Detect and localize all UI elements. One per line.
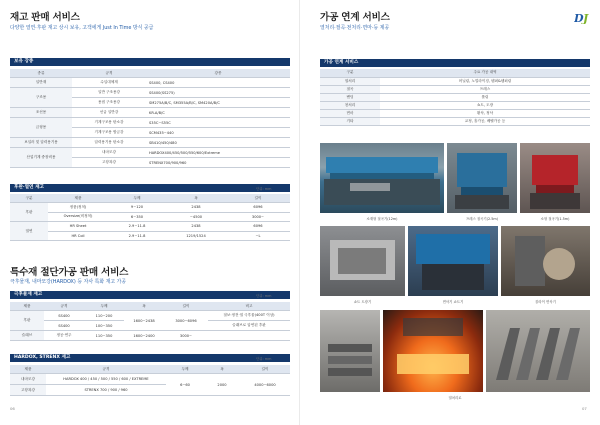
table-cell: 슬래브 xyxy=(10,331,44,341)
ultra-thick-table xyxy=(10,302,290,341)
table-row xyxy=(10,148,290,158)
table-row xyxy=(320,101,590,109)
table-row xyxy=(10,138,290,148)
table-cell: 절보·정전·열 극후물(400T 이상) xyxy=(208,311,290,321)
table-row xyxy=(10,331,290,341)
col-header: 두께 xyxy=(84,302,124,311)
table-cell: 후판 xyxy=(10,203,48,222)
table-cell: 1600~2438 xyxy=(124,311,164,331)
table-cell: SB410/450/480 xyxy=(146,138,290,148)
dj-logo-icon xyxy=(574,11,592,24)
table-row xyxy=(320,85,590,93)
table-cell: 프레스 xyxy=(380,85,590,93)
table-cell: 100~350 xyxy=(84,321,124,331)
col-header: 주요 가공 내역 xyxy=(380,69,590,77)
table-row xyxy=(320,77,590,85)
facing-shot-machine-photo xyxy=(408,226,498,296)
table-cell: 정품(정척) xyxy=(48,203,108,213)
table-cell: HR Sheet xyxy=(48,222,108,232)
plate-hot-rolled-table xyxy=(10,194,290,241)
processing-table xyxy=(320,69,590,126)
special-cutting-subtitle: 극후물재, 내마모강(HARDOX) 등 자사 특화 재고 가공 xyxy=(10,279,127,285)
table-cell: SM275A/B/C, SM355A/B/C, SM420A/B/C xyxy=(146,98,290,108)
photo-caption: 쇼트 도장기 xyxy=(353,300,372,304)
table-cell: 슬래브로 압연된 후판 xyxy=(208,321,290,331)
stock-sale-title: 재고 판매 서비스 xyxy=(10,12,80,23)
table-header-row xyxy=(320,69,590,77)
table-cell: 기타 xyxy=(320,117,380,125)
table-cell: 보일러 및 압력용기용 xyxy=(10,138,72,148)
table-cell: 산업기계 중장비용 xyxy=(10,148,72,168)
col-header: 두께 xyxy=(108,194,166,203)
processing-subtitle: 열처리·절곡·천처리·면마·등 제공 xyxy=(320,25,390,31)
press-brake-illustration xyxy=(447,143,517,213)
table-cell: 롤링 xyxy=(380,93,590,101)
table-cell: 구조용 xyxy=(10,88,72,108)
table-row xyxy=(10,108,290,118)
table-row xyxy=(10,203,290,213)
col-header: 폭 xyxy=(166,194,226,203)
table-cell: SS400 xyxy=(44,311,84,321)
col-header: 구분 xyxy=(320,69,380,77)
table-cell: 금형용 xyxy=(10,118,72,138)
col-header: 길이 xyxy=(164,302,208,311)
table-cell: 4000~6000 xyxy=(240,374,290,396)
table-cell: 조선용 xyxy=(10,108,72,118)
table-cell: 6~350 xyxy=(108,212,166,222)
table-cell: Oversize(비정척) xyxy=(48,212,108,222)
table-cell: 2000 xyxy=(204,374,240,396)
col-header: 규격 xyxy=(44,302,84,311)
table-row xyxy=(10,78,290,88)
table-cell: 고항복강 xyxy=(72,158,146,168)
col-header: 강종 xyxy=(146,69,290,78)
photo-caption: 소재형 절곡기(12m) xyxy=(366,217,398,221)
page-number: 06 xyxy=(10,406,15,411)
table-cell: 6096 xyxy=(226,222,290,232)
table-cell: 내마모강 xyxy=(10,374,46,385)
col-header: 제품 xyxy=(10,365,46,374)
table-cell: 일반 구조용강 xyxy=(72,88,146,98)
table-row xyxy=(10,374,290,385)
table-cell: 2438 xyxy=(166,203,226,213)
table-header-row xyxy=(10,365,290,374)
steel-stack-illustration xyxy=(320,310,380,392)
table-cell: 압력용기용 탄소강 xyxy=(72,138,146,148)
table-row xyxy=(10,212,290,222)
table-cell: SS400(SS275) xyxy=(146,88,290,98)
col-header: 폭 xyxy=(124,302,164,311)
shot-coating-illustration xyxy=(320,226,405,296)
table-cell: 6096 xyxy=(226,203,290,213)
heat-treatment-photo-2 xyxy=(383,310,483,392)
table-cell: 고항복강 xyxy=(10,385,46,396)
table-cell: 6~60 xyxy=(166,374,204,396)
table-cell: STRENX700/900/960 xyxy=(146,158,290,168)
photo-caption: 블라이 면삭기 xyxy=(535,300,556,304)
facing-machine-illustration xyxy=(408,226,498,296)
stock-grades-bar: 보유 강종 xyxy=(10,58,290,66)
svg-text:J: J xyxy=(583,12,589,24)
table-cell: 1600~2400 xyxy=(124,331,164,341)
table-cell: 열처리 xyxy=(320,77,380,85)
heat-treatment-photo-3 xyxy=(486,310,590,392)
col-header: 규격 xyxy=(46,365,166,374)
table-cell: 선급 일반강 xyxy=(72,108,146,118)
photo-caption: 열처리로 xyxy=(448,396,462,400)
photo-caption: 면삭기 쇼트기 xyxy=(442,300,464,304)
table-header-row xyxy=(10,194,290,203)
unit-label: 단위: mm xyxy=(256,187,272,191)
table-cell: 수입대체재 xyxy=(72,78,146,88)
hardox-strenx-bar: HARDOX, STRENX 재고 xyxy=(10,354,290,362)
table-cell: 면마 xyxy=(320,109,380,117)
table-cell: SCM435~440 xyxy=(146,128,290,138)
table-cell: HARDOX400/450/500/550/600/Extreme xyxy=(146,148,290,158)
table-row xyxy=(10,231,290,241)
table-cell: 쇼트, 도장 xyxy=(380,101,590,109)
table-row xyxy=(10,118,290,128)
table-cell: HR Coil xyxy=(48,231,108,241)
col-header: 길이 xyxy=(240,365,290,374)
furnace-illustration xyxy=(383,310,483,392)
col-header: 구분 xyxy=(10,194,48,203)
hardox-strenx-table xyxy=(10,365,290,396)
col-header: 제품 xyxy=(10,302,44,311)
special-cutting-title: 특수재 절단가공 판매 서비스 xyxy=(10,267,129,278)
table-cell: 110~200 xyxy=(84,311,124,321)
table-cell: 3000~6096 xyxy=(164,311,208,331)
table-header-row xyxy=(10,302,290,311)
col-header: 비고 xyxy=(208,302,290,311)
press-brake-2-5m-photo xyxy=(447,143,517,213)
table-cell: 3000~ xyxy=(226,212,290,222)
stock-sale-subtitle: 다양한 열연·후판 재고 상시 보유, 고객에게 Just In Time 방식 공급 xyxy=(10,25,154,31)
page-number: 07 xyxy=(582,406,587,411)
milling-machine-photo xyxy=(501,226,590,296)
table-cell: 1219/1524 xyxy=(166,231,226,241)
table-cell: 열연 xyxy=(10,222,48,241)
photo-caption: 프레스 절곡기(2.5m) xyxy=(465,217,499,221)
table-row xyxy=(320,109,590,117)
table-cell: 정공·연주 xyxy=(44,331,84,341)
table-header-row xyxy=(10,69,290,78)
processing-bar: 가공 연계 서비스 xyxy=(320,59,590,67)
table-cell: ~4500 xyxy=(166,212,226,222)
table-cell: S35C~S55C xyxy=(146,118,290,128)
unit-label: 단위: mm xyxy=(256,294,272,298)
table-cell: 3000~ xyxy=(164,331,208,341)
processing-title: 가공 연계 서비스 xyxy=(320,12,390,23)
cut-parts-illustration xyxy=(486,310,590,392)
plate-hot-rolled-bar: 후판·열연 재고 xyxy=(10,184,290,192)
col-header: 폭 xyxy=(204,365,240,374)
photo-caption: 소형 절곡기(1.5m) xyxy=(540,217,570,221)
col-header: 두께 xyxy=(166,365,204,374)
table-row xyxy=(320,117,590,125)
table-cell: 밴딩 xyxy=(320,93,380,101)
table-cell: STRENX 700 / 900 / 960 xyxy=(46,385,166,396)
table-cell: 천처리 xyxy=(320,101,380,109)
col-header: 종류 xyxy=(10,69,72,78)
press-brake-illustration xyxy=(320,143,444,213)
milling-machine-illustration xyxy=(501,226,590,296)
table-cell: SS400 xyxy=(44,321,84,331)
table-row xyxy=(10,88,290,98)
table-cell: ~L xyxy=(226,231,290,241)
table-cell: 후판 xyxy=(10,311,44,331)
ultra-thick-bar: 극후물재 재고 xyxy=(10,291,290,299)
table-cell: 어닐링, 노멀라이징, 템퍼&템퍼링 xyxy=(380,77,590,85)
col-header: 길이 xyxy=(226,194,290,203)
stock-grades-table xyxy=(10,69,290,168)
table-cell: 일반재 xyxy=(10,78,72,88)
table-row xyxy=(320,93,590,101)
table-cell: HARDOX 400 / 450 / 500 / 550 / 600 / EXTREME xyxy=(46,374,166,385)
table-cell: 내마모강 xyxy=(72,148,146,158)
table-cell xyxy=(208,331,290,341)
table-cell: 2.9~11.8 xyxy=(108,222,166,232)
table-cell: 2.9~11.8 xyxy=(108,231,166,241)
table-cell: SS400, CS400 xyxy=(146,78,290,88)
table-cell: 용접 구조용강 xyxy=(72,98,146,108)
table-cell: 기계구조용 합금강 xyxy=(72,128,146,138)
table-cell: 2438 xyxy=(166,222,226,232)
col-header: 규격 xyxy=(72,69,146,78)
table-cell: 110~350 xyxy=(84,331,124,341)
press-brake-illustration xyxy=(520,143,590,213)
table-cell: 황삭, 정삭 xyxy=(380,109,590,117)
col-header: 제품 xyxy=(48,194,108,203)
table-cell: 기계구조용 탄소강 xyxy=(72,118,146,128)
table-row xyxy=(10,222,290,232)
table-cell: 절곡 xyxy=(320,85,380,93)
heat-treatment-photo-1 xyxy=(320,310,380,392)
press-brake-1-5m-photo xyxy=(520,143,590,213)
table-cell: 9~120 xyxy=(108,203,166,213)
table-cell: 교정, 홀가공, 베벨가공 등 xyxy=(380,117,590,125)
right-page xyxy=(300,0,600,425)
press-brake-12m-photo xyxy=(320,143,444,213)
svg-text:D: D xyxy=(574,12,584,24)
unit-label: 단위: mm xyxy=(256,357,272,361)
table-row xyxy=(10,311,290,321)
table-cell: KR-A/B/C xyxy=(146,108,290,118)
shot-coating-photo xyxy=(320,226,405,296)
